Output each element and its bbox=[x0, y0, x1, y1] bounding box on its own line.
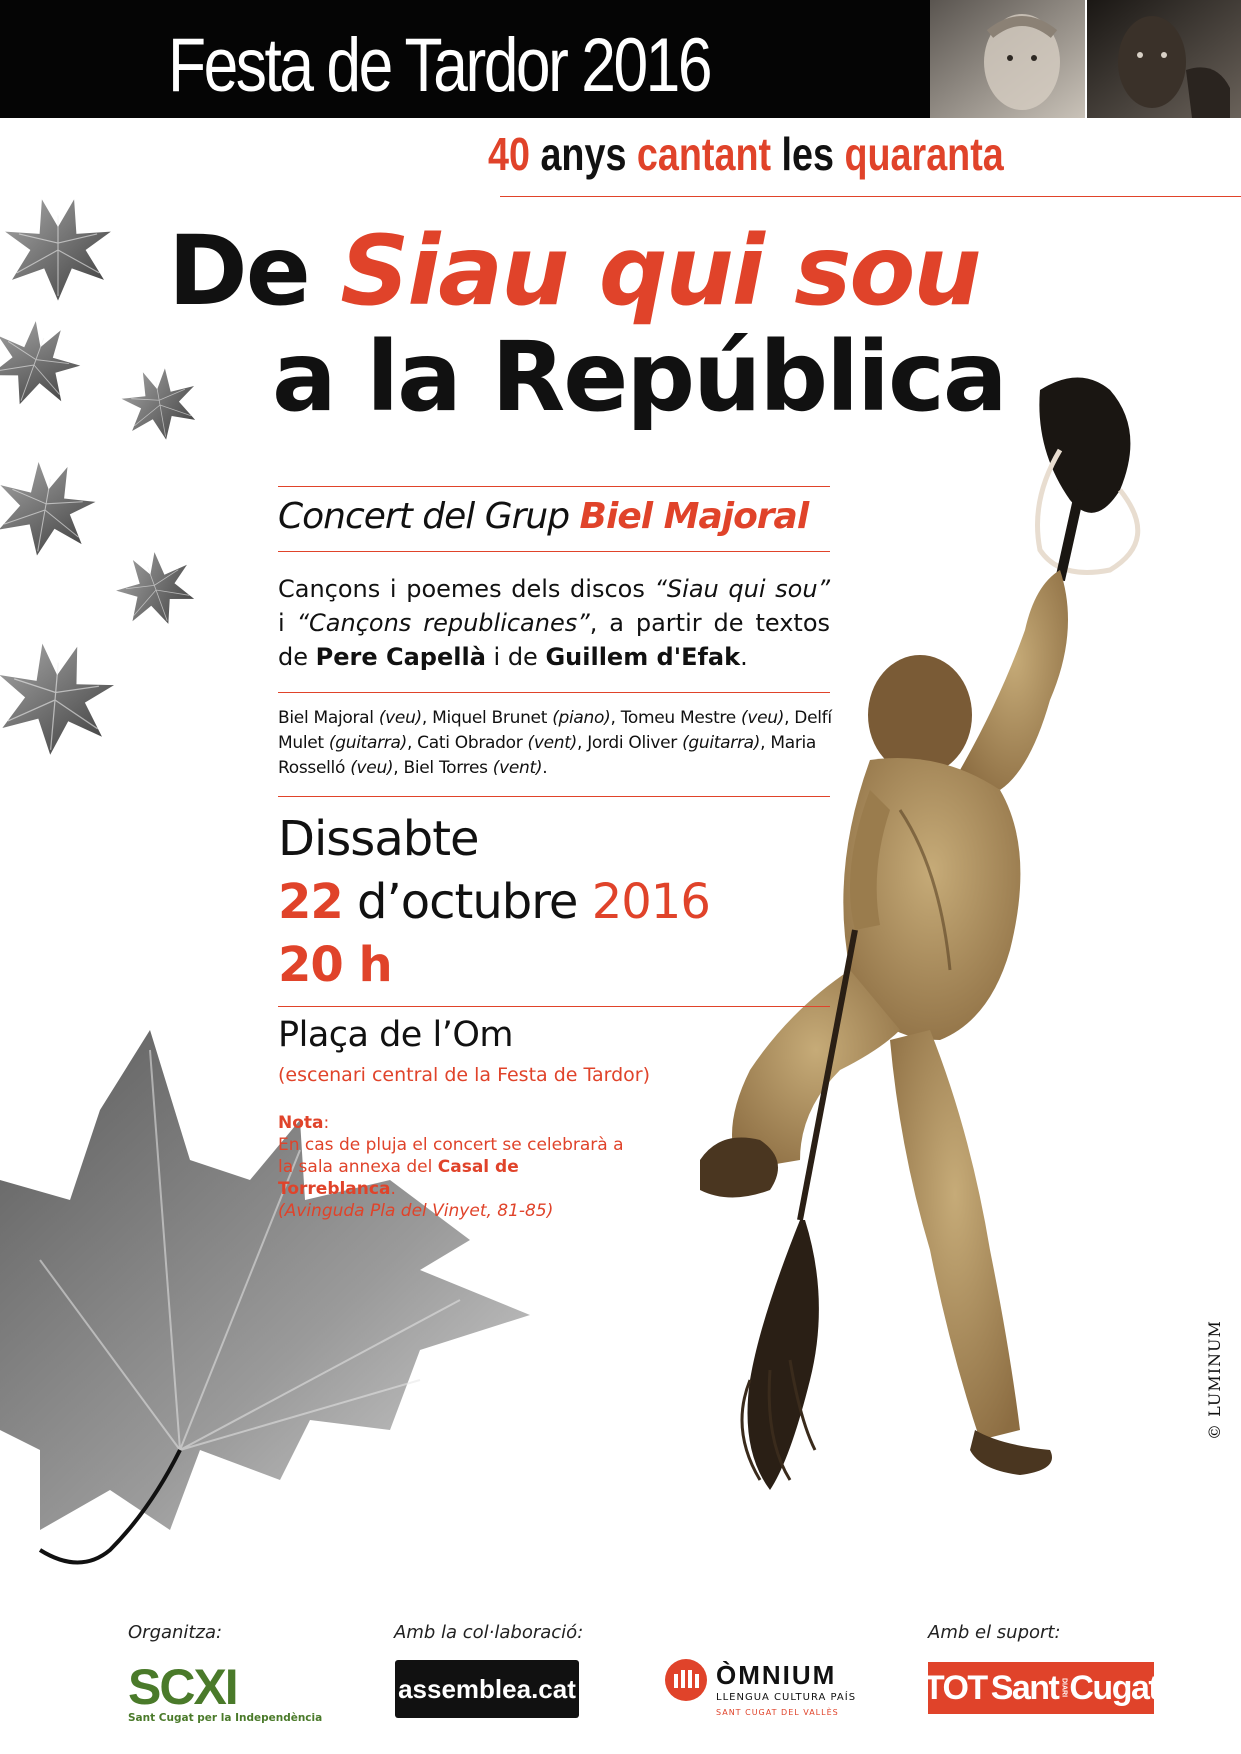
note-text: . bbox=[390, 1179, 396, 1199]
event-year: 2016 bbox=[591, 874, 710, 930]
subtitle-number: 40 bbox=[488, 128, 530, 180]
concert-title bbox=[168, 215, 1006, 433]
concert-group-line bbox=[278, 496, 808, 537]
musician-name: Tomeu Mestre bbox=[620, 708, 736, 728]
note-colon: : bbox=[323, 1113, 330, 1133]
scxi-logo bbox=[128, 1659, 323, 1732]
disc-title: “Cançons republicanes” bbox=[296, 609, 590, 637]
separator: , bbox=[610, 708, 621, 728]
event-day: 22 bbox=[278, 874, 343, 930]
event-venue: Plaça de l’Om bbox=[278, 1015, 513, 1055]
subtitle-word: anys bbox=[529, 128, 637, 180]
disc-title: “Siau qui sou” bbox=[654, 575, 831, 603]
rain-note bbox=[278, 1112, 638, 1222]
note-place: Casal de Torreblanca bbox=[278, 1157, 519, 1199]
musician-role: (guitarra) bbox=[682, 733, 761, 753]
divider bbox=[278, 692, 830, 693]
scxi-logo-text: SCXI bbox=[128, 1659, 237, 1715]
title-line-2: a la República bbox=[272, 321, 1006, 433]
musician-role: (veu) bbox=[741, 708, 785, 728]
event-month: d’octubre bbox=[342, 874, 592, 930]
organizer-label: Organitza: bbox=[128, 1622, 223, 1643]
hat-icon bbox=[1039, 378, 1130, 513]
desc-text: i de bbox=[485, 643, 546, 671]
author-name: Guillem d'Efak bbox=[545, 643, 741, 671]
separator: , bbox=[784, 708, 795, 728]
musician-name: Cati Obrador bbox=[417, 733, 523, 753]
leaf-icon bbox=[0, 311, 89, 419]
musician-role: (vent) bbox=[527, 733, 577, 753]
note-text: En cas de pluja el concert se celebrarà a la sala annexa del bbox=[278, 1135, 624, 1177]
subtitle-divider bbox=[500, 196, 1241, 197]
musician-role: (vent) bbox=[492, 758, 543, 778]
omnium-place: SANT CUGAT DEL VALLÈS bbox=[716, 1708, 839, 1717]
musician-role: (guitarra) bbox=[328, 733, 407, 753]
assemblea-logo: assemblea.cat bbox=[395, 1660, 579, 1718]
separator: , bbox=[760, 733, 771, 753]
separator: , bbox=[576, 733, 588, 753]
event-time: 20 h bbox=[278, 937, 392, 993]
omnium-logo bbox=[664, 1658, 864, 1728]
separator: , bbox=[421, 708, 433, 728]
concert-prefix: Concert del Grup bbox=[278, 496, 580, 537]
scxi-caption: Sant Cugat per la Independència bbox=[128, 1712, 323, 1724]
tot-small: DIARI bbox=[1060, 1678, 1068, 1698]
desc-text: Cançons i poemes dels discos bbox=[278, 575, 655, 603]
title-highlight: Siau qui sou bbox=[340, 215, 980, 327]
musician-name: Jordi Oliver bbox=[587, 733, 677, 753]
event-date bbox=[278, 871, 710, 934]
separator: . bbox=[542, 758, 548, 778]
leaf-icon bbox=[0, 456, 101, 564]
author-name: Pere Capellà bbox=[315, 643, 486, 671]
divider bbox=[278, 796, 830, 797]
musician-name: Biel Torres bbox=[403, 758, 488, 778]
dancer-illustration bbox=[640, 370, 1200, 1590]
sant-word: Sant bbox=[990, 1668, 1059, 1707]
musician-name: Maria Rosselló bbox=[278, 733, 817, 778]
musician-name: Miquel Brunet bbox=[432, 708, 548, 728]
note-label: Nota bbox=[278, 1113, 324, 1133]
tot-word: TOT bbox=[923, 1668, 987, 1707]
event-weekday: Dissabte bbox=[278, 811, 479, 867]
concert-description bbox=[278, 572, 830, 674]
subtitle-word: les bbox=[771, 128, 845, 180]
separator: , bbox=[406, 733, 418, 753]
musician-name: Delfí Mulet bbox=[278, 708, 832, 753]
group-name: Biel Majoral bbox=[579, 496, 809, 537]
divider bbox=[278, 1006, 830, 1007]
musician-role: (veu) bbox=[350, 758, 394, 778]
note-address: (Avinguda Pla del Vinyet, 81-85) bbox=[278, 1201, 554, 1221]
support-label: Amb el suport: bbox=[928, 1622, 1061, 1643]
collaboration-label: Amb la col·laboració: bbox=[394, 1622, 584, 1643]
omnium-name: ÒMNIUM bbox=[716, 1660, 837, 1690]
divider bbox=[278, 551, 830, 552]
event-datetime bbox=[278, 808, 710, 997]
musician-role: (veu) bbox=[378, 708, 422, 728]
leaf-icon bbox=[5, 199, 111, 300]
omnium-tagline: LLENGUA CULTURA PAÍS bbox=[716, 1692, 857, 1703]
desc-text: . bbox=[740, 643, 748, 671]
cugat-word: Cugat bbox=[1069, 1668, 1159, 1707]
subtitle-word-accent: quaranta bbox=[844, 128, 1004, 180]
musician-role: (piano) bbox=[552, 708, 611, 728]
header-portraits bbox=[930, 0, 1241, 118]
festival-subtitle bbox=[488, 130, 1004, 178]
title-prefix: De bbox=[168, 215, 341, 327]
desc-text: i bbox=[278, 609, 297, 637]
musician-name: Biel Majoral bbox=[278, 708, 374, 728]
separator: , bbox=[393, 758, 404, 778]
leaf-icon bbox=[0, 640, 117, 760]
leaf-icon bbox=[108, 543, 204, 637]
venue-note: (escenari central de la Festa de Tardor) bbox=[278, 1064, 650, 1086]
festival-title: Festa de Tardor 2016 bbox=[168, 23, 711, 108]
subtitle-word-accent: cantant bbox=[636, 128, 772, 180]
omnium-mark-icon bbox=[664, 1658, 708, 1702]
desc-text: , a partir de textos de bbox=[278, 609, 831, 671]
illustration-credit: © LUMINUM bbox=[1205, 1320, 1224, 1440]
musicians-list bbox=[278, 706, 838, 781]
tot-sant-cugat-logo bbox=[923, 1662, 1159, 1714]
divider bbox=[278, 486, 830, 487]
